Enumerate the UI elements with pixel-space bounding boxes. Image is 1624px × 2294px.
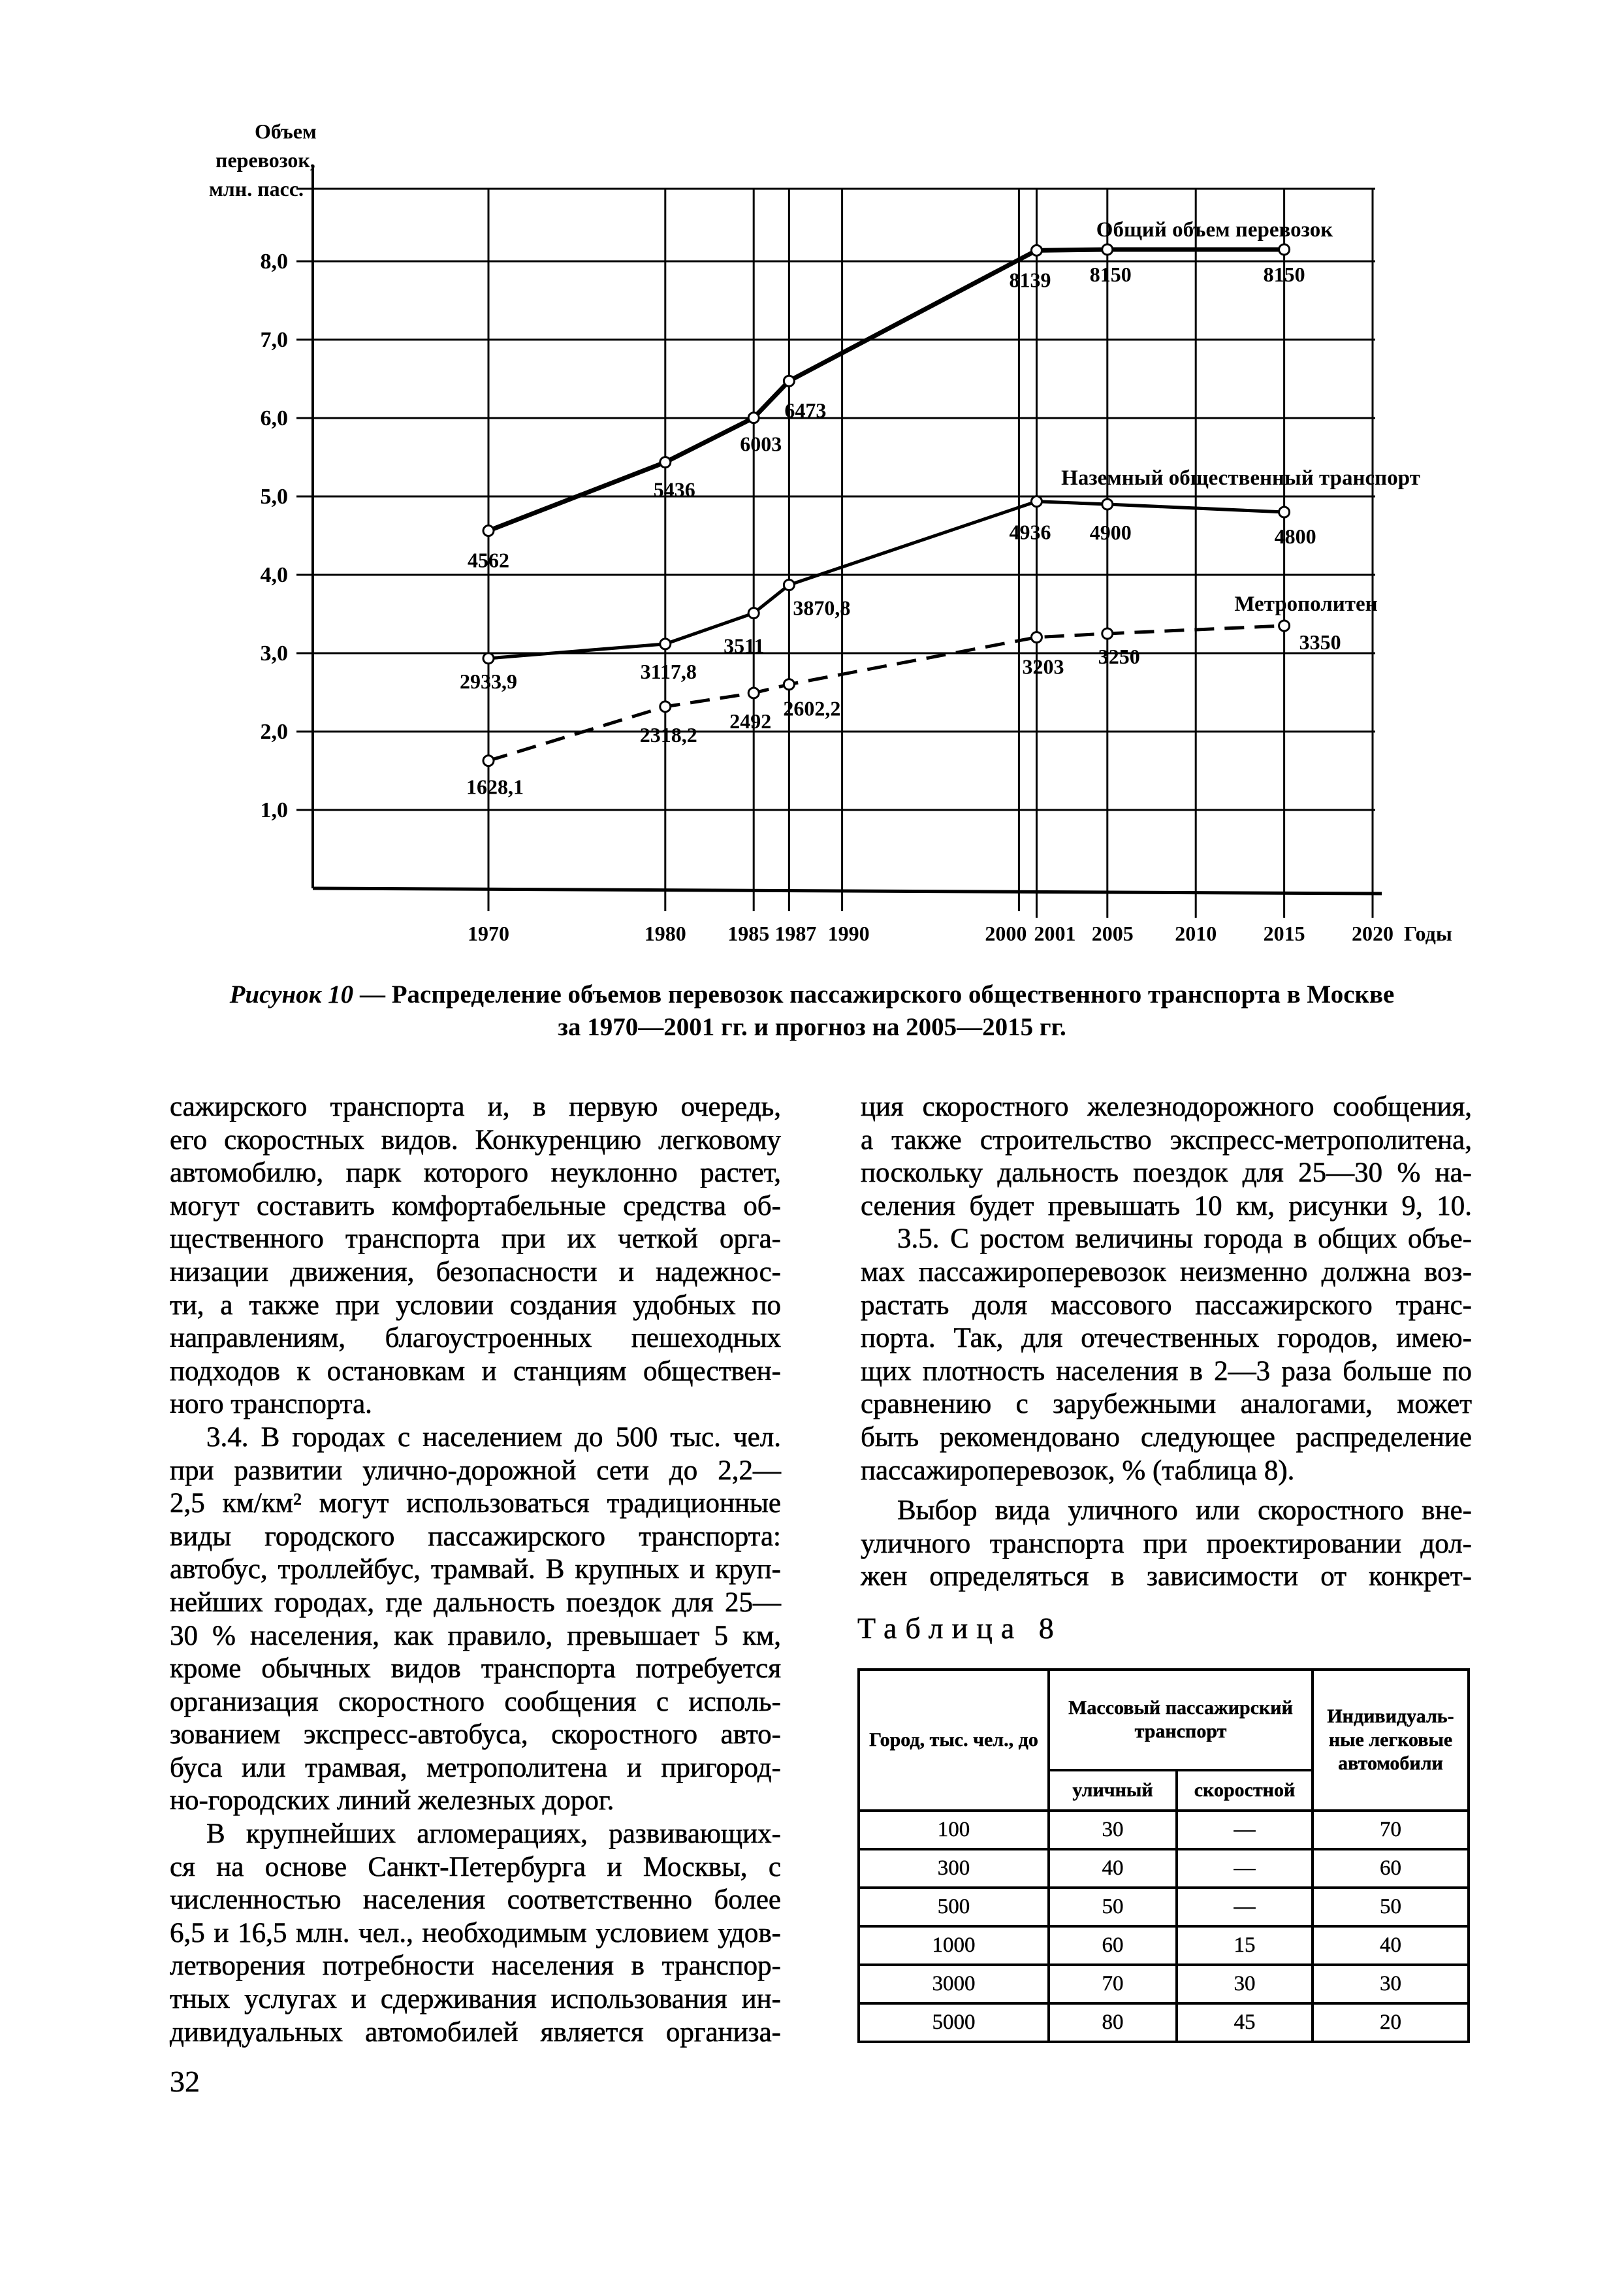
left-text-column (170, 1091, 781, 2049)
text-line: 2,5 км/км² могут использоваться традиционные (170, 1488, 781, 1519)
chart-axes (209, 120, 1452, 945)
text-line: ция скоростного железнодорожного сообщения, (861, 1091, 1472, 1122)
table-row (859, 1849, 1469, 1888)
x-tick-label: 2020 (1352, 922, 1393, 945)
data-point-marker (660, 639, 671, 649)
chart-labels (460, 218, 1420, 799)
y-tick-label: 7,0 (260, 328, 288, 352)
data-label: 4800 (1274, 525, 1316, 548)
data-label: 5436 (653, 477, 695, 502)
passenger-volume-chart (0, 0, 1624, 967)
data-label: 4562 (468, 548, 509, 572)
figure-number: Рисунок 10 (229, 980, 354, 1009)
text-line: при развитии улично-дорожной сети до 2,2— (170, 1455, 781, 1486)
table-cell: 40 (1049, 1849, 1177, 1888)
data-point-marker (660, 702, 671, 712)
data-point-marker (660, 457, 671, 468)
table-cell: — (1177, 1888, 1313, 1926)
text-line: ного транспорта. (170, 1389, 372, 1420)
table-row (859, 1926, 1469, 1965)
text-line: 3.5. С ростом величины города в общих объе- (897, 1223, 1472, 1255)
series-ground-transport-line (488, 502, 1284, 658)
data-point-marker (1031, 632, 1042, 643)
table-cell: 15 (1177, 1926, 1313, 1965)
table-cell: 50 (1313, 1888, 1469, 1926)
text-line: растать доля массового пассажирского транс- (861, 1289, 1472, 1321)
data-point-marker (1279, 621, 1290, 631)
table-row (859, 2003, 1469, 2042)
table-row (859, 1965, 1469, 2003)
text-line: подходов к остановкам и станциям обществен- (170, 1355, 781, 1387)
text-line: его скоростных видов. Конкуренцию легковому (170, 1124, 781, 1155)
table-cell: 5000 (859, 2003, 1049, 2042)
text-line: сажирского транспорта и, в первую очередь, (170, 1091, 781, 1122)
text-line: 3.4. В городах с населением до 500 тыс. чел. (206, 1421, 781, 1453)
data-label: 2318,2 (639, 722, 697, 747)
data-point-marker (483, 756, 494, 766)
text-line: летворения потребности населения в транспор- (170, 1950, 781, 1982)
text-line: виды городского пассажирского транспорта: (170, 1521, 781, 1552)
x-axis-label: Годы (1404, 922, 1452, 945)
table-cell: 500 (859, 1888, 1049, 1926)
table-cell: 70 (1049, 1965, 1177, 2003)
data-label: 3117,8 (640, 659, 697, 683)
text-line: ти, а также при условии создания удобных по (170, 1289, 781, 1321)
header-city: Город, тыс. чел., до (859, 1670, 1049, 1811)
data-label: 8150 (1089, 263, 1132, 286)
x-tick-label: 2010 (1175, 922, 1217, 945)
table-cell: 50 (1049, 1888, 1177, 1926)
text-line: щих плотность населения в 2—3 раза больше по (861, 1355, 1472, 1387)
table-cell: 20 (1313, 2003, 1469, 2042)
text-line: кроме обычных видов транспорта потребуется (170, 1653, 781, 1685)
data-point-marker (784, 679, 794, 690)
y-axis-label: Объем (255, 120, 317, 143)
text-line: уличного транспорта при проектировании дол- (861, 1528, 1472, 1559)
data-label: 4936 (1009, 520, 1051, 544)
table-row (859, 1888, 1469, 1926)
table-cell: — (1177, 1811, 1313, 1849)
table-cell: — (1177, 1849, 1313, 1888)
x-tick-label: 2015 (1263, 922, 1305, 945)
text-line: автомобилю, парк которого неуклонно растет, (170, 1157, 781, 1189)
data-point-marker (1031, 245, 1042, 255)
x-axis (313, 888, 1382, 894)
table-cell: 70 (1313, 1811, 1469, 1849)
series-total-legend: Общий объем перевозок (1096, 218, 1333, 242)
header-rapid: скоростной (1177, 1770, 1313, 1811)
data-point-marker (784, 580, 794, 590)
y-tick-label: 2,0 (260, 720, 288, 744)
text-line: селения будет превышать 10 км, рисунки 9, 10. (861, 1190, 1472, 1221)
data-point-marker (483, 653, 494, 664)
header-street: уличный (1049, 1770, 1177, 1811)
y-tick-label: 3,0 (260, 641, 288, 666)
header-cars: Индивидуаль-ные легковые автомобили (1313, 1670, 1469, 1811)
x-tick-label: 1990 (827, 922, 870, 945)
chart-series (483, 244, 1290, 766)
text-line: зованием экспресс-автобуса, скоростного авто- (170, 1719, 781, 1751)
data-label: 6473 (784, 398, 827, 423)
data-point-marker (1102, 244, 1113, 255)
figure-title: — Распределение объемов перевозок пассажирского общественного транспорта в Москве (353, 980, 1395, 1009)
text-line: буса или трамвая, метрополитена и пригород- (170, 1752, 781, 1783)
data-label: 8139 (1009, 268, 1051, 292)
data-point-marker (1102, 499, 1113, 509)
table-cell: 40 (1313, 1926, 1469, 1965)
x-tick-label: 1985 (727, 922, 770, 945)
y-tick-label: 5,0 (260, 485, 288, 509)
x-tick-label: 1987 (774, 922, 817, 945)
x-tick-label: 2001 (1034, 922, 1076, 945)
series-metro-legend: Метрополитен (1234, 592, 1378, 616)
data-label: 3250 (1098, 645, 1140, 668)
text-line: щественного транспорта при их четкой орга- (170, 1223, 781, 1255)
data-label: 3350 (1299, 630, 1341, 654)
table-cell: 60 (1049, 1926, 1177, 1965)
data-label: 2602,2 (783, 696, 841, 720)
data-label: 2492 (729, 709, 772, 733)
y-tick-label: 6,0 (260, 406, 288, 430)
x-tick-label: 2000 (985, 922, 1027, 945)
data-label: 6003 (740, 432, 782, 456)
table-cell: 60 (1313, 1849, 1469, 1888)
text-line: автобус, троллейбус, трамвай. В крупных и круп- (170, 1554, 781, 1585)
table-cell: 100 (859, 1811, 1049, 1849)
data-label: 2933,9 (460, 669, 517, 693)
text-line: ся на основе Санкт-Петербурга и Москвы, с (170, 1851, 781, 1882)
text-line: тных услугах и сдерживания использования ин- (170, 1984, 781, 2015)
data-point-marker (483, 526, 494, 536)
table-cell: 30 (1313, 1965, 1469, 2003)
data-point-marker (1279, 507, 1290, 517)
figure-caption-line-2: за 1970—2001 гг. и прогноз на 2005—2015 гг. (558, 1013, 1066, 1041)
data-point-marker (784, 376, 794, 386)
table-caption: Таблица 8 (857, 1611, 1062, 1645)
figure-caption-line-1 (0, 980, 1624, 1009)
x-tick-label: 2005 (1091, 922, 1134, 945)
table-cell: 30 (1177, 1965, 1313, 2003)
text-line: быть рекомендовано следующее распределение (861, 1421, 1472, 1453)
text-line: Выбор вида уличного или скоростного вне- (897, 1495, 1472, 1527)
data-label: 4900 (1089, 521, 1132, 544)
data-label: 8150 (1263, 263, 1305, 286)
text-line: направлениям, благоустроенных пешеходных (170, 1323, 781, 1354)
x-tick-label: 1980 (644, 922, 686, 945)
page-number: 32 (170, 2065, 200, 2098)
data-label: 3511 (724, 634, 765, 658)
series-ground-transport-legend: Наземный общественный транспорт (1061, 466, 1420, 490)
paragraph-gap (861, 1487, 1472, 1494)
y-tick-label: 1,0 (260, 798, 288, 822)
text-line: пассажироперевозок, % (таблица 8). (861, 1455, 1295, 1486)
table-row (859, 1811, 1469, 1849)
text-line: жен определяться в зависимости от конкрет- (861, 1561, 1472, 1592)
text-line: 6,5 и 16,5 млн. чел., необходимым условием удов- (170, 1917, 781, 1948)
data-point-marker (1031, 496, 1042, 507)
y-axis-label: перевозок, (215, 148, 315, 172)
text-line: нейших городах, где дальность поездок для 25— (170, 1587, 781, 1618)
data-point-marker (748, 413, 759, 423)
text-line: но-городских линий железных дорог. (170, 1785, 614, 1817)
data-point-marker (748, 688, 759, 698)
text-line: порта. Так, для отечественных городов, имею- (861, 1323, 1472, 1354)
text-line: организация скоростного сообщения с исполь- (170, 1686, 781, 1717)
x-tick-label: 1970 (468, 922, 509, 945)
table-cell: 30 (1049, 1811, 1177, 1849)
data-label: 3203 (1022, 654, 1064, 679)
text-line: 30 % населения, как правило, превышает 5 км, (170, 1620, 781, 1651)
text-line: численностью населения соответственно более (170, 1884, 781, 1916)
data-label: 3870,8 (793, 596, 851, 620)
text-line: низации движения, безопасности и надежнос- (170, 1256, 781, 1287)
distribution-table (857, 1668, 1470, 2043)
table-cell: 80 (1049, 2003, 1177, 2042)
text-line: В крупнейших агломерациях, развивающих- (206, 1818, 781, 1850)
y-axis-label: млн. пасс. (209, 177, 304, 201)
text-line: дивидуальных автомобилей является организа- (170, 2016, 781, 2048)
text-line: а также строительство экспресс-метрополитена, (861, 1124, 1472, 1155)
text-line: поскольку дальность поездок для 25—30 % на- (861, 1157, 1472, 1189)
chart-grid (296, 189, 1378, 918)
data-label: 1628,1 (466, 775, 524, 799)
series-metro-line (488, 626, 1284, 761)
data-point-marker (1279, 244, 1290, 255)
data-point-marker (1102, 628, 1113, 639)
table-cell: 3000 (859, 1965, 1049, 2003)
y-tick-label: 8,0 (260, 250, 288, 274)
right-text-column (861, 1091, 1472, 1594)
text-line: мах пассажироперевозок неизменно должна воз- (861, 1256, 1472, 1287)
text-line: могут составить комфортабельные средства об- (170, 1190, 781, 1221)
table-cell: 45 (1177, 2003, 1313, 2042)
table-cell: 300 (859, 1849, 1049, 1888)
header-mass-transport: Массовый пассажирский транспорт (1049, 1670, 1313, 1770)
table-cell: 1000 (859, 1926, 1049, 1965)
y-tick-label: 4,0 (260, 563, 288, 587)
data-point-marker (748, 608, 759, 619)
text-line: сравнению с зарубежными аналогами, может (861, 1389, 1472, 1420)
